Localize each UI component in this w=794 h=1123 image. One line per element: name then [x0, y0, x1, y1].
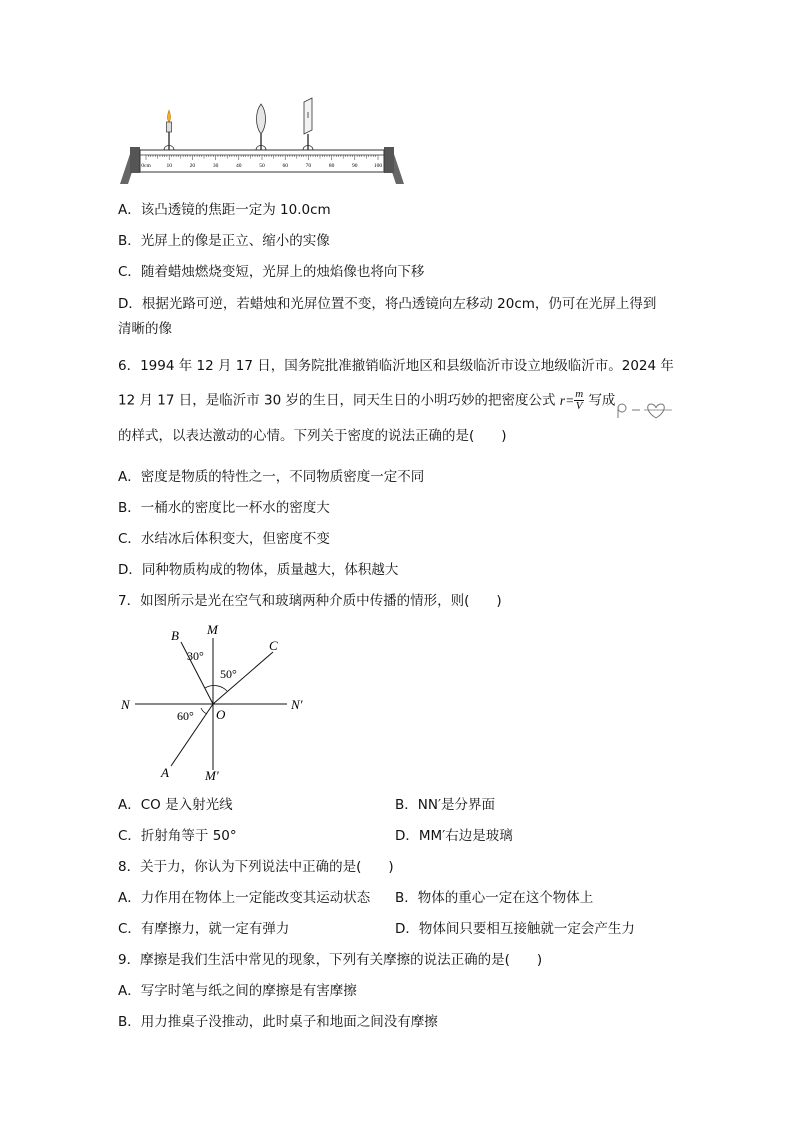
- q5-option-a: A．该凸透镜的焦距一定为 10.0cm: [118, 202, 331, 218]
- label-n-prime: N′: [291, 697, 303, 712]
- ruler-tick-label: 80: [328, 163, 335, 169]
- ruler-tick-label: 0cm: [141, 163, 151, 169]
- q6-option-b: B．一桶水的密度比一杯水的密度大: [118, 500, 330, 516]
- label-c: C: [269, 638, 278, 653]
- q8-option-c: C．有摩擦力，就一定有弹力: [118, 921, 290, 937]
- light-screen: [303, 98, 313, 150]
- q8-option-b: B．物体的重心一定在这个物体上: [395, 890, 594, 906]
- q7-option-d: D．MM′右边是玻璃: [395, 828, 513, 844]
- formula-numerator: m: [575, 388, 584, 400]
- label-n: N: [121, 697, 130, 712]
- ruler-tick-label: 60: [282, 163, 288, 169]
- angle-30: 30°: [187, 649, 204, 663]
- q7-stem: 7．如图所示是光在空气和玻璃两种介质中传播的情形，则( ): [118, 593, 502, 609]
- q6-stem-text-b: 写成: [588, 392, 616, 409]
- q8-stem: 8．关于力，你认为下列说法中正确的是( ): [118, 859, 394, 875]
- q8-option-a: A．力作用在物体上一定能改变其运动状态: [118, 890, 371, 906]
- label-m-prime: M′: [205, 768, 219, 783]
- q6-option-a: A．密度是物质的特性之一，不同物质密度一定不同: [118, 469, 425, 485]
- ruler-tick-label: 10: [166, 163, 172, 169]
- ruler-tick-label: 20: [189, 163, 196, 169]
- q5-option-c: C．随着蜡烛燃烧变短，光屏上的烛焰像也将向下移: [118, 264, 425, 280]
- formula-denominator: V: [575, 400, 583, 412]
- candle: [164, 110, 174, 150]
- convex-lens: [256, 104, 266, 150]
- q7-option-c: C．折射角等于 50°: [118, 828, 237, 844]
- density-formula: r= $\frac{m}{V}$: [559, 388, 584, 412]
- optical-bench-figure: [118, 92, 408, 187]
- rho-heart-doodle: [616, 398, 674, 422]
- angle-50: 50°: [220, 667, 237, 681]
- label-b: B: [171, 628, 179, 643]
- ruler-tick-label: 50: [259, 163, 265, 169]
- q9-option-b: B．用力推桌子没推动，此时桌子和地面之间没有摩擦: [118, 1014, 438, 1030]
- ruler-tick-label: 100: [373, 163, 383, 169]
- q7-option-a: A．CO 是入射光线: [118, 797, 233, 813]
- q6-stem-line1: 6．1994 年 12 月 17 日，国务院批准撤销临沂地区和县级临沂市设立地级临沂市。2024 年: [118, 358, 674, 374]
- q6-stem-line3: 的样式，以表达激动的心情。下列关于密度的说法正确的是( ): [118, 428, 507, 444]
- q9-stem: 9．摩擦是我们生活中常见的现象，下列有关摩擦的说法正确的是( ): [118, 952, 543, 968]
- label-o: O: [216, 707, 226, 722]
- q5-option-d-line1: D．根据光路可逆，若蜡烛和光屏位置不变，将凸透镜向左移动 20cm，仍可在光屏上得到: [118, 296, 657, 312]
- q9-option-a: A．写字时笔与纸之间的摩擦是有害摩擦: [118, 983, 357, 999]
- formula-lhs: r: [559, 392, 566, 408]
- q5-option-d-line2: 清晰的像: [118, 321, 172, 337]
- q6-option-d: D．同种物质构成的物体，质量越大，体积越大: [118, 562, 399, 578]
- ruler-tick-label: 70: [305, 163, 312, 169]
- q7-option-b: B．NN′是分界面: [395, 797, 496, 813]
- formula-fraction: [574, 389, 584, 412]
- q8-option-d: D．物体间只要相互接触就一定会产生力: [395, 921, 635, 937]
- angle-60: 60°: [177, 709, 194, 723]
- q6-stem-text-a: 12 月 17 日，是临沂市 30 岁的生日，同天生日的小明巧妙的把密度公式: [118, 392, 556, 409]
- label-m: M: [207, 622, 218, 637]
- q6-stem-line2: [118, 389, 615, 412]
- ruler-tick-label: 30: [212, 163, 219, 169]
- label-a: A: [161, 765, 169, 780]
- q6-option-c: C．水结冰后体积变大，但密度不变: [118, 531, 330, 547]
- ruler-tick-label: 40: [236, 163, 242, 169]
- ruler-tick-label: 90: [352, 163, 358, 169]
- light-refraction-diagram: [115, 620, 315, 785]
- q5-option-b: B．光屏上的像是正立、缩小的实像: [118, 233, 330, 249]
